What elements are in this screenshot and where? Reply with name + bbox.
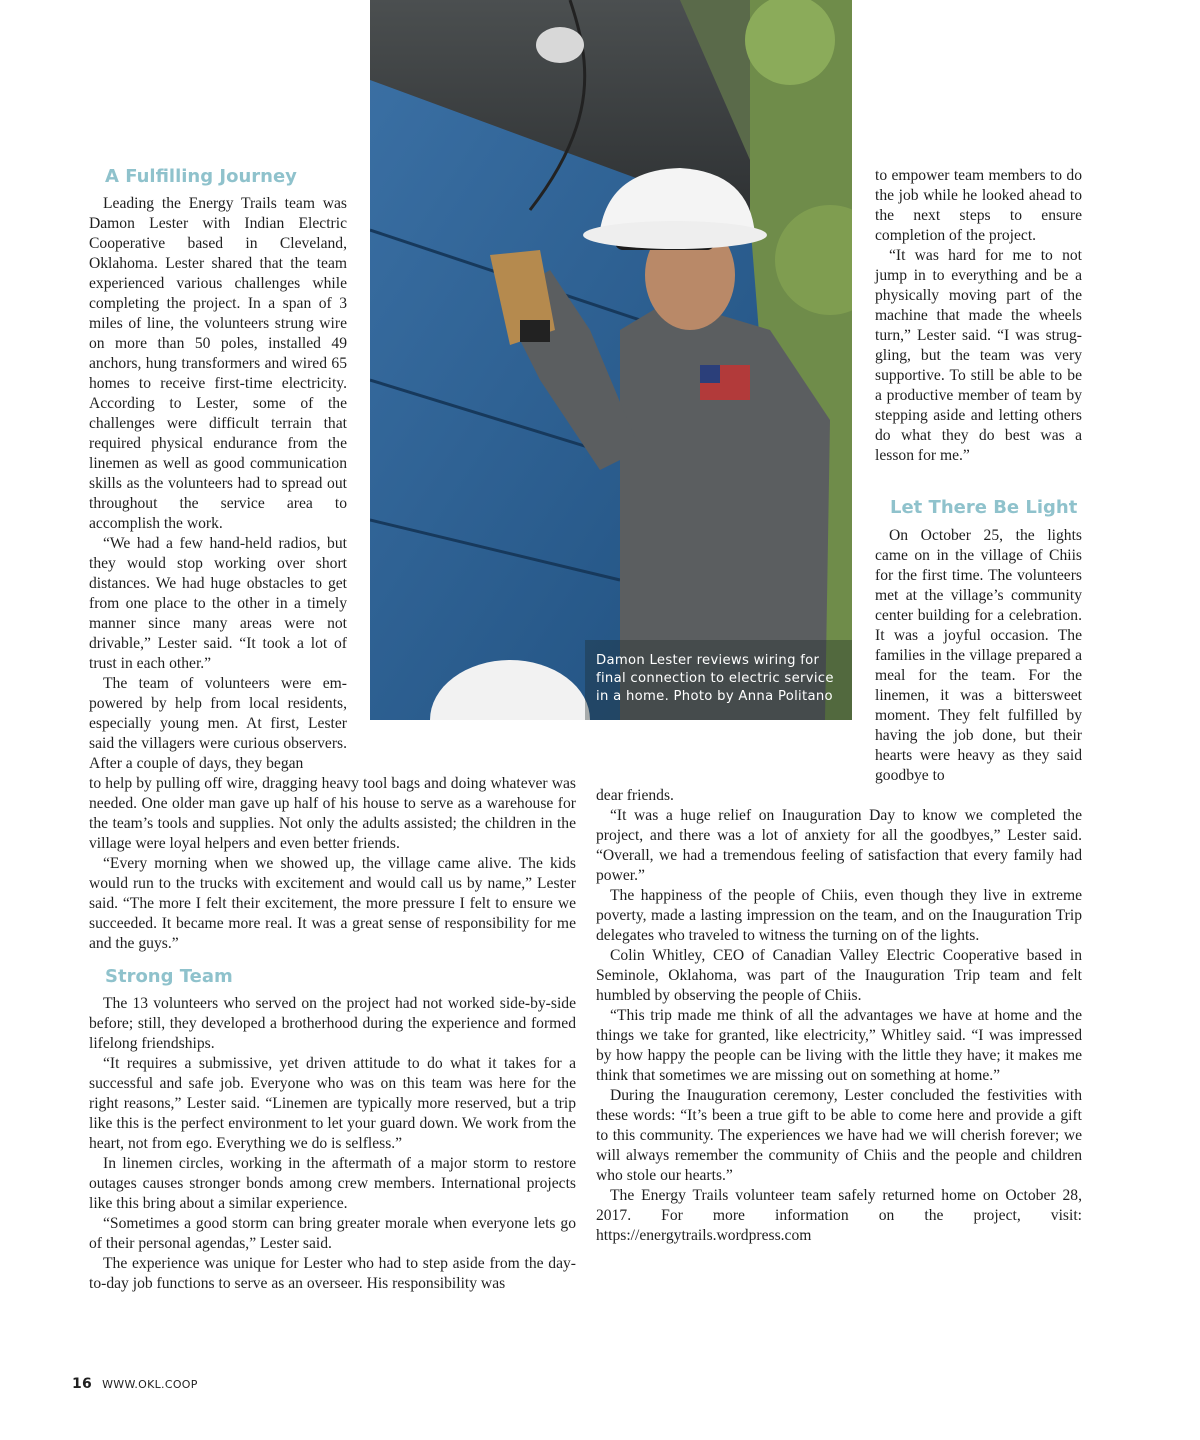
column-left-wide: [89, 774, 576, 954]
paragraph: “Sometimes a good storm can bring greater morale when everyone lets go of their personal agendas,” Lester said.: [89, 1215, 576, 1252]
heading-fulfilling-journey: A Fulfilling Journey: [105, 166, 297, 187]
paragraph: The team of volunteers were empowered by help from local residents, especially young men. At first, Lester said the villagers were curious observers. After a couple of days, they began: [89, 675, 347, 772]
photo-caption: Damon Lester reviews wiring for final connection to electric service in a home. Photo by Anna Politano: [596, 653, 834, 704]
heading-strong-team: Strong Team: [105, 966, 233, 987]
paragraph: “Every morning when we showed up, the village came alive. The kids would run to the trucks with excitement and would call us by name,” Lester said. “The more I felt their excitement, the more pressure I felt to ensure we succeeded. It became more real. It was a great sense of responsibility for me and the guys.”: [89, 855, 576, 952]
paragraph: “It requires a submissive, yet driven attitude to do what it takes for a successful and safe job. Everyone who was on this team was here for the right reasons,” Lester said. “Linemen are typically more reserved, but a trip like this is the perfect environment to let your guard down. We work from the heart, not from ego. Everything we do is selfless.”: [89, 1055, 576, 1152]
column-right-top: [875, 166, 1082, 466]
page-number: 16: [72, 1376, 93, 1392]
column-right-bottom: [596, 786, 1082, 1246]
paragraph: “It was a huge relief on Inauguration Day to know we completed the project, and there was a lot of anxiety for all the goodbyes,” Lester said. “Overall, we had a tremendous feeling of satisfaction that every family had power.”: [596, 807, 1082, 884]
paragraph: “This trip made me think of all the advantages we have at home and the things we take for granted, like electricity,” Whitley said. “I was impressed by how happy the people can be living with the little they have; it makes me think that sometimes we are missing out on something at home.”: [596, 1007, 1082, 1084]
paragraph: “It was hard for me to not jump in to everything and be a physically moving part of the machine that made the wheels turn,” Lester said. “I was struggling, but the team was very supportive. To still be able to be a productive member of team by stepping aside and letting others do what they do best was a lesson for me.”: [875, 247, 1082, 464]
paragraph: The Energy Trails volunteer team safely returned home on October 28, 2017. For more information on the project, visit: https://energytrails.wordpress.com: [596, 1187, 1082, 1244]
heading-let-there-be-light: Let There Be Light: [890, 497, 1078, 518]
page-footer: [72, 1376, 198, 1392]
paragraph: Leading the Energy Trails team was Damon Lester with Indian Electric Cooperative based in Cleveland, Oklahoma. Lester shared that the team experienced various challenges while completing the project. In a span of 3 miles of line, the volunteers strung wire on more than 50 poles, installed 49 anchors, hung transformers and wired 65 homes to receive first-time electricity. According to Lester, some of the challenges were difficult terrain that required physical endurance from the linemen as well as good communication skills as the volunteers had to spread out throughout the service area to accomplish the work.: [89, 195, 347, 532]
paragraph: The experience was unique for Lester who had to step aside from the day-to-day job functions to serve as an overseer. His responsibility was: [89, 1255, 576, 1292]
column-right-middle: [875, 526, 1082, 786]
column-left-top: [89, 194, 347, 774]
paragraph: dear friends.: [596, 787, 674, 804]
footer-url[interactable]: WWW.OKL.COOP: [102, 1378, 198, 1391]
column-left-bottom: [89, 994, 576, 1294]
paragraph: The 13 volunteers who served on the project had not worked side-by-side before; still, they developed a brotherhood during the experience and formed lifelong friendships.: [89, 995, 576, 1052]
paragraph: The happiness of the people of Chiis, even though they live in extreme poverty, made a lasting impression on the team, and on the Inauguration Trip delegates who traveled to witness the turning on of the lights.: [596, 887, 1082, 944]
paragraph: During the Inauguration ceremony, Lester concluded the festivities with these words: “It’s been a true gift to be able to come here and provide a gift to this community. The experiences we have had we will cherish forever; we will always remember the community of Chiis and the people and children who stole our hearts.”: [596, 1087, 1082, 1184]
paragraph: In linemen circles, working in the aftermath of a major storm to restore outages causes stronger bonds among crew members. International projects like this bring about a similar experience.: [89, 1155, 576, 1212]
paragraph: Colin Whitley, CEO of Canadian Valley Electric Cooperative based in Seminole, Oklahoma, was part of the Inauguration Trip team and felt humbled by observing the people of Chiis.: [596, 947, 1082, 1004]
paragraph: to help by pulling off wire, dragging heavy tool bags and doing whatever was needed. One older man gave up half of his house to serve as a warehouse for the team’s tools and supplies. Not only the adults assisted; the children in the village were loyal helpers and even better friends.: [89, 775, 576, 852]
lineman-photo: [370, 0, 852, 720]
paragraph: to empower team members to do the job while he looked ahead to the next steps to ensure completion of the project.: [875, 167, 1082, 244]
paragraph: “We had a few hand-held radios, but they would stop working over short distances. We had huge obstacles to get from one place to the other in a timely manner since many areas were not drivable,” Lester said. “It took a lot of trust in each other.”: [89, 535, 347, 672]
paragraph: On October 25, the lights came on in the village of Chiis for the first time. The volunteers met at the village’s community center building for a celebration. It was a joyful occasion. The families in the village prepared a meal for the team. For the linemen, it was a bittersweet moment. They felt fulfilled by having the job done, but their hearts were heavy as they said goodbye to: [875, 527, 1082, 784]
